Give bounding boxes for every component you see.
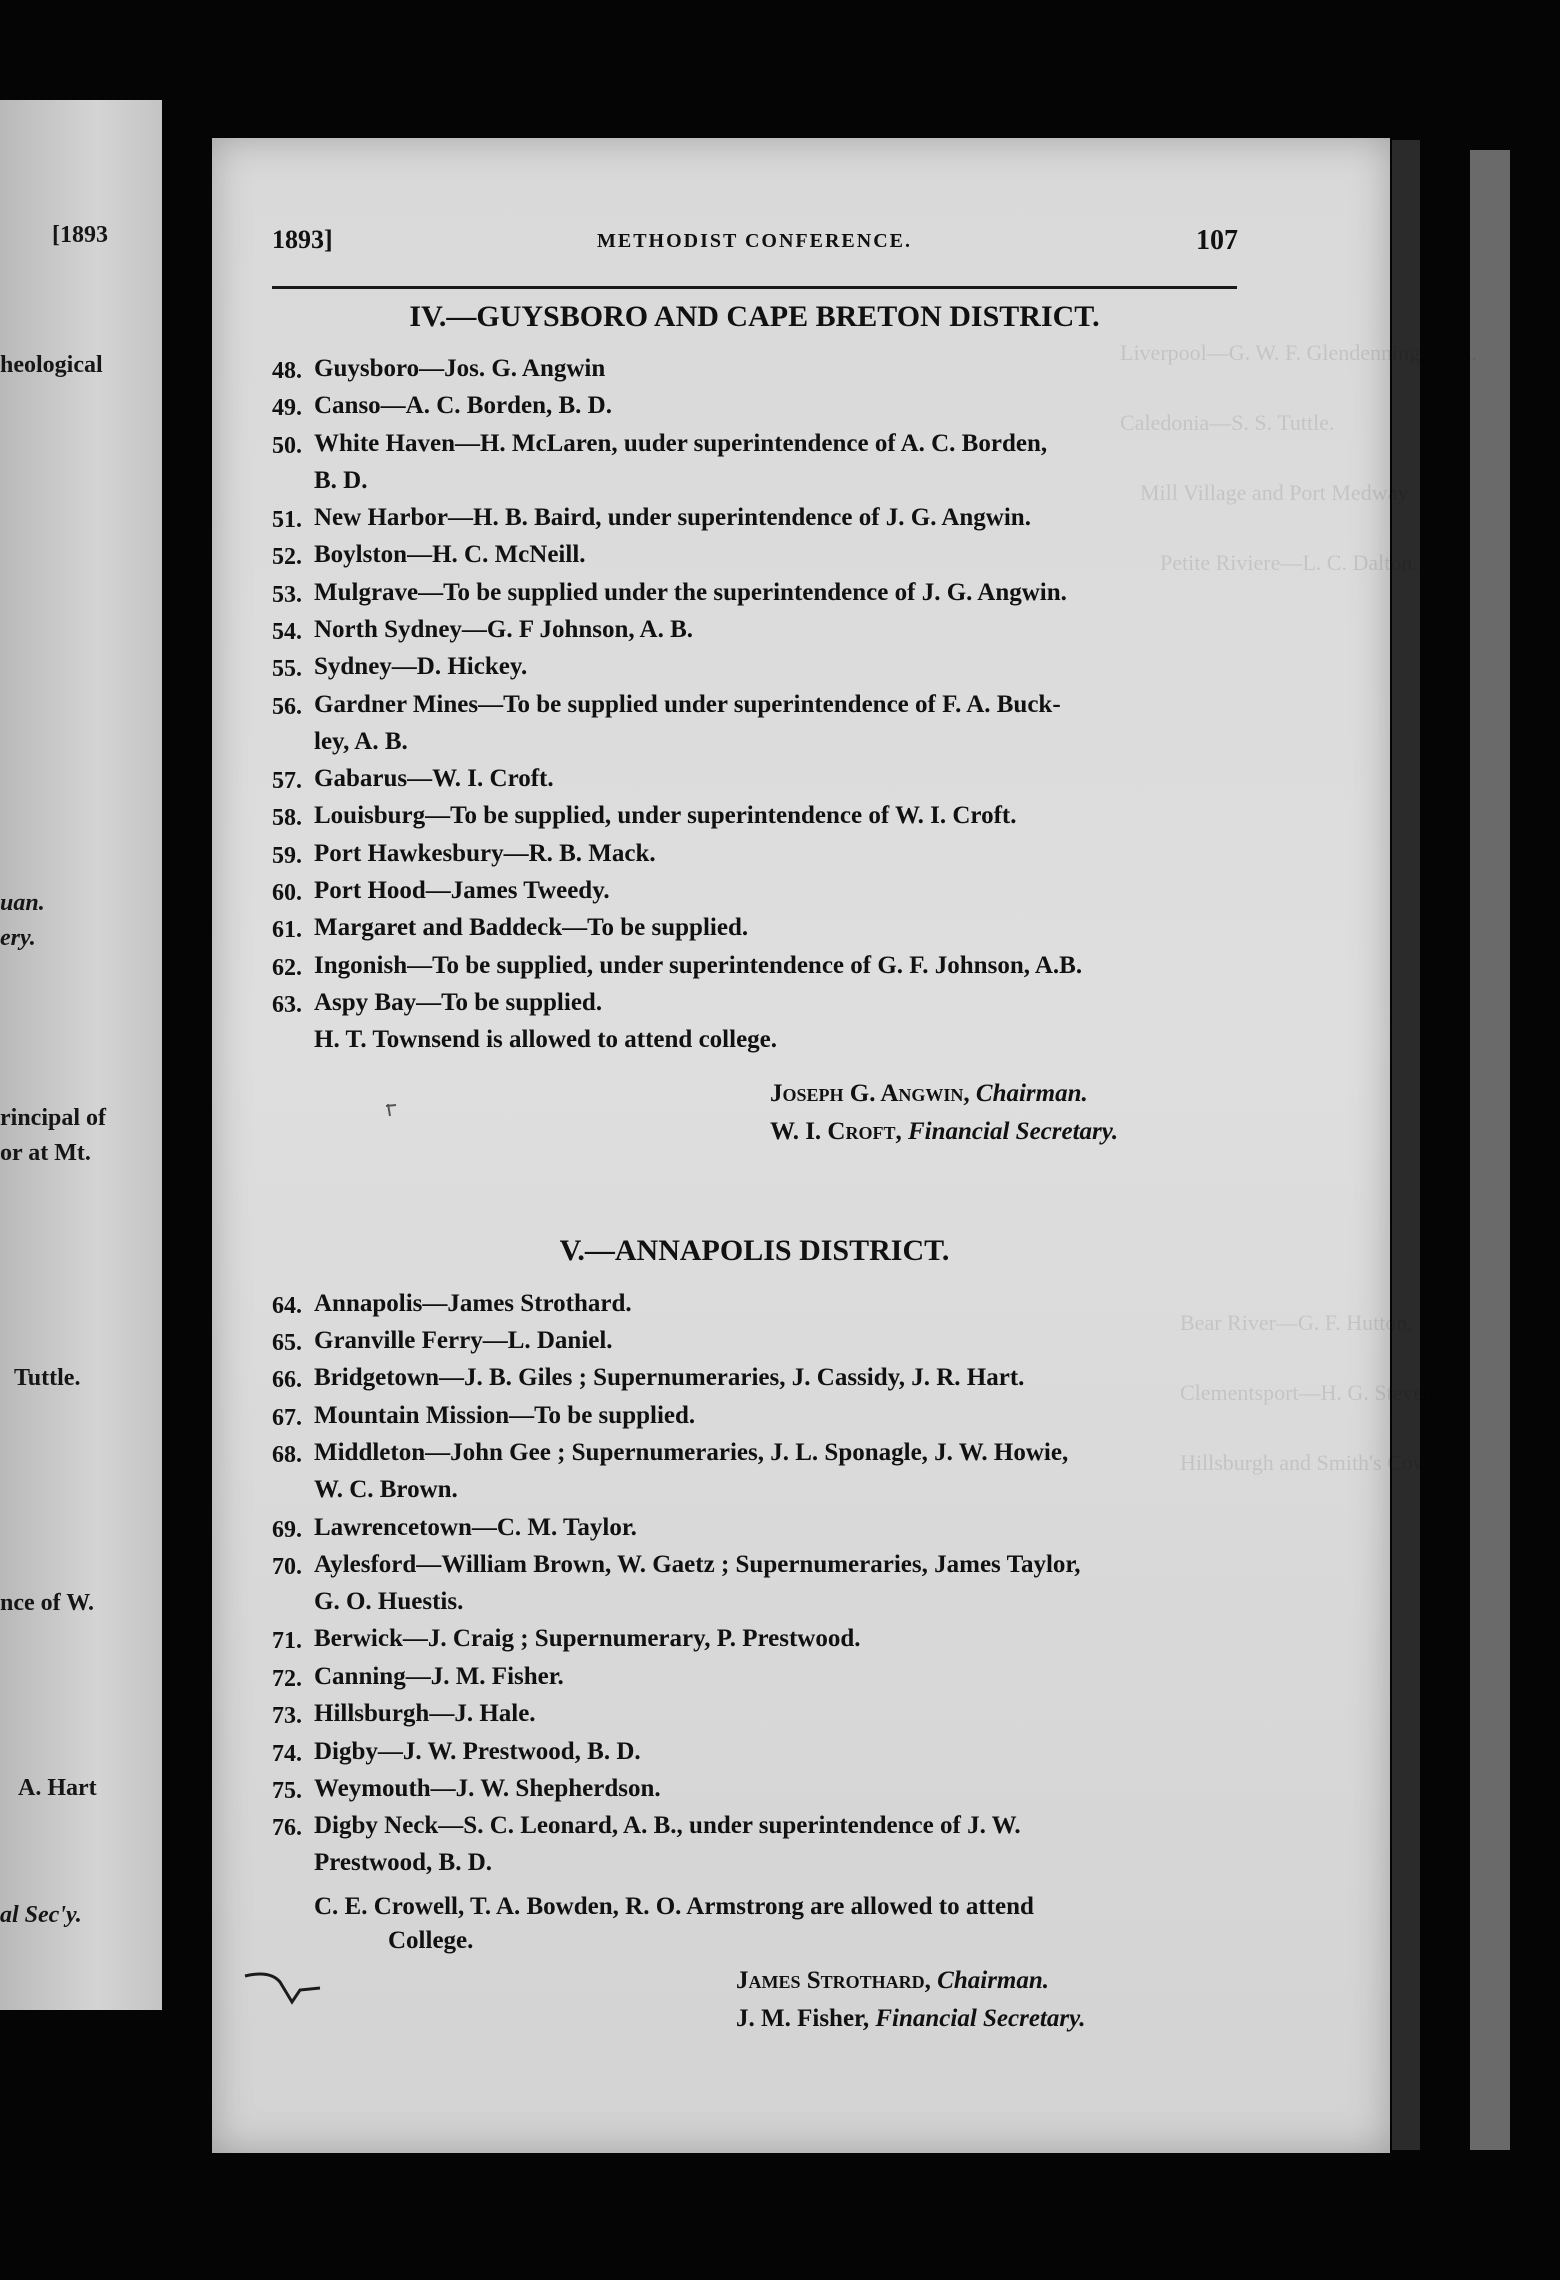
secretary-role: Financial Secretary. xyxy=(875,2005,1086,2032)
left-page-fragment: or at Mt. xyxy=(0,1140,91,1166)
circuit-entry-58 xyxy=(272,802,1237,839)
entry-text: Granville Ferry—L. Daniel. xyxy=(314,1327,613,1354)
district-v-heading: V.—ANNAPOLIS DISTRICT. xyxy=(559,1234,950,1267)
entry-number: 53. xyxy=(272,582,302,608)
header-rule xyxy=(272,286,1237,289)
district-v-chairman xyxy=(736,1967,1049,1995)
left-page-fragment: heological xyxy=(0,352,103,378)
circuit-entry-60 xyxy=(272,877,1237,914)
secretary-role: Financial Secretary. xyxy=(908,1118,1119,1145)
entry-number: 48. xyxy=(272,358,302,384)
header-year: 1893] xyxy=(272,225,333,254)
circuit-entry-52 xyxy=(272,541,1237,578)
entry-number: 76. xyxy=(272,1815,302,1841)
left-facing-page xyxy=(0,100,162,2010)
entry-number: 52. xyxy=(272,544,302,570)
entry-text: Mountain Mission—To be supplied. xyxy=(314,1402,696,1429)
chairman-name: James Strothard, xyxy=(736,1967,931,1994)
left-page-fragment: [1893 xyxy=(52,222,108,248)
entry-number: 75. xyxy=(272,1778,302,1804)
pencil-mark xyxy=(382,1100,406,1124)
circuit-entry-66 xyxy=(272,1364,1237,1401)
page-edge xyxy=(1392,140,1420,2150)
entry-text: Digby Neck—S. C. Leonard, A. B., under superintendence of J. W. xyxy=(314,1812,1021,1839)
chairman-role: Chairman. xyxy=(937,1967,1050,1994)
district-v-note-cont: College. xyxy=(388,1927,474,1954)
circuit-entry-76 xyxy=(272,1812,1237,1876)
entry-text: Louisburg—To be supplied, under superintendence of W. I. Croft. xyxy=(314,802,1017,829)
entry-text: Canso—A. C. Borden, B. D. xyxy=(314,392,612,419)
circuit-entry-51 xyxy=(272,504,1237,541)
left-page-fragment: al Sec'y. xyxy=(0,1902,82,1928)
entry-text: Annapolis—James Strothard. xyxy=(314,1290,632,1317)
entry-number: 49. xyxy=(272,395,302,421)
ink-mark xyxy=(240,1960,330,2020)
entry-text: Canning—J. M. Fisher. xyxy=(314,1663,564,1690)
left-page-fragment: Tuttle. xyxy=(14,1365,81,1391)
entry-text: New Harbor—H. B. Baird, under superintendence of J. G. Angwin. xyxy=(314,504,1031,531)
entry-text: Sydney—D. Hickey. xyxy=(314,653,528,680)
entry-number: 50. xyxy=(272,433,302,459)
district-iv-heading: IV.—GUYSBORO AND CAPE BRETON DISTRICT. xyxy=(409,300,1100,333)
district-v-note: C. E. Crowell, T. A. Bowden, R. O. Armstrong are allowed to attend xyxy=(314,1893,1034,1920)
circuit-entry-73 xyxy=(272,1700,1237,1737)
entry-number: 63. xyxy=(272,992,302,1018)
entry-text: Port Hawkesbury—R. B. Mack. xyxy=(314,840,656,867)
entry-number: 65. xyxy=(272,1330,302,1356)
circuit-entry-74 xyxy=(272,1738,1237,1775)
chairman-name: Joseph G. Angwin, xyxy=(770,1080,970,1107)
secretary-name: W. I. Croft, xyxy=(770,1118,902,1145)
entry-text: Aylesford—William Brown, W. Gaetz ; Supernumeraries, James Taylor, xyxy=(314,1551,1081,1578)
entry-text: Hillsburgh—J. Hale. xyxy=(314,1700,536,1727)
circuit-entry-48 xyxy=(272,355,1237,392)
circuit-entry-75 xyxy=(272,1775,1237,1812)
circuit-entry-65 xyxy=(272,1327,1237,1364)
entry-text: North Sydney—G. F Johnson, A. B. xyxy=(314,616,694,643)
entry-text: Bridgetown—J. B. Giles ; Supernumeraries, J. Cassidy, J. R. Hart. xyxy=(314,1364,1025,1391)
circuit-entry-63 xyxy=(272,989,1237,1026)
entry-continuation: G. O. Huestis. xyxy=(314,1588,464,1615)
left-page-fragment: A. Hart xyxy=(18,1775,97,1801)
circuit-entry-64 xyxy=(272,1290,1237,1327)
entry-number: 62. xyxy=(272,955,302,981)
entry-number: 57. xyxy=(272,768,302,794)
entry-text: Middleton—John Gee ; Supernumeraries, J. L. Sponagle, J. W. Howie, xyxy=(314,1439,1069,1466)
left-page-fragment: nce of W. xyxy=(0,1590,95,1616)
circuit-entry-70 xyxy=(272,1551,1237,1615)
circuit-entry-55 xyxy=(272,653,1237,690)
entry-number: 64. xyxy=(272,1293,302,1319)
entry-text: Berwick—J. Craig ; Supernumerary, P. Prestwood. xyxy=(314,1625,861,1652)
entry-continuation: ley, A. B. xyxy=(314,728,408,755)
entry-number: 67. xyxy=(272,1405,302,1431)
circuit-entry-50 xyxy=(272,430,1237,494)
district-iv-note: H. T. Townsend is allowed to attend college. xyxy=(314,1026,778,1053)
circuit-entry-49 xyxy=(272,392,1237,429)
entry-text: Boylston—H. C. McNeill. xyxy=(314,541,586,568)
circuit-entry-61 xyxy=(272,914,1237,951)
entry-text: Port Hood—James Tweedy. xyxy=(314,877,610,904)
entry-text: Guysboro—Jos. G. Angwin xyxy=(314,355,606,382)
circuit-entry-57 xyxy=(272,765,1237,802)
header-title: METHODIST CONFERENCE. xyxy=(596,230,912,252)
entry-continuation: B. D. xyxy=(314,467,368,494)
entry-text: Lawrencetown—C. M. Taylor. xyxy=(314,1514,637,1541)
entry-number: 58. xyxy=(272,805,302,831)
left-page-fragment: ery. xyxy=(0,925,36,951)
left-page-fragment: uan. xyxy=(0,890,45,916)
entry-number: 55. xyxy=(272,656,302,682)
circuit-entry-71 xyxy=(272,1625,1237,1662)
entry-number: 54. xyxy=(272,619,302,645)
entry-number: 72. xyxy=(272,1666,302,1692)
entry-text: White Haven—H. McLaren, uuder superintendence of A. C. Borden, xyxy=(314,430,1048,457)
circuit-entry-68 xyxy=(272,1439,1237,1503)
entry-number: 68. xyxy=(272,1442,302,1468)
entry-number: 70. xyxy=(272,1554,302,1580)
circuit-entry-69 xyxy=(272,1514,1237,1551)
entry-text: Gabarus—W. I. Croft. xyxy=(314,765,554,792)
circuit-entry-62 xyxy=(272,952,1237,989)
entry-number: 59. xyxy=(272,843,302,869)
circuit-entry-59 xyxy=(272,840,1237,877)
entry-continuation: W. C. Brown. xyxy=(314,1476,458,1503)
entry-text: Ingonish—To be supplied, under superintendence of G. F. Johnson, A.B. xyxy=(314,952,1083,979)
circuit-entry-72 xyxy=(272,1663,1237,1700)
bleed-through-text: B. A. xyxy=(1431,340,1477,365)
chairman-role: Chairman. xyxy=(975,1080,1088,1107)
page-edge xyxy=(1470,150,1510,2150)
entry-number: 61. xyxy=(272,917,302,943)
district-iv-secretary xyxy=(770,1118,1118,1146)
circuit-entry-67 xyxy=(272,1402,1237,1439)
circuit-entry-54 xyxy=(272,616,1237,653)
entry-continuation: Prestwood, B. D. xyxy=(314,1849,493,1876)
circuit-entry-53 xyxy=(272,579,1237,616)
page-number: 107 xyxy=(1196,225,1238,256)
entry-number: 60. xyxy=(272,880,302,906)
entry-number: 71. xyxy=(272,1628,302,1654)
entry-text: Mulgrave—To be supplied under the superintendence of J. G. Angwin. xyxy=(314,579,1067,606)
entry-number: 69. xyxy=(272,1517,302,1543)
entry-text: Aspy Bay—To be supplied. xyxy=(314,989,603,1016)
circuit-entry-56 xyxy=(272,691,1237,755)
entry-text: Margaret and Baddeck—To be supplied. xyxy=(314,914,749,941)
entry-number: 74. xyxy=(272,1741,302,1767)
left-page-fragment: rincipal of xyxy=(0,1105,106,1131)
entry-number: 66. xyxy=(272,1367,302,1393)
entry-text: Weymouth—J. W. Shepherdson. xyxy=(314,1775,661,1802)
entry-number: 51. xyxy=(272,507,302,533)
entry-text: Gardner Mines—To be supplied under superintendence of F. A. Buck- xyxy=(314,691,1061,718)
entry-number: 73. xyxy=(272,1703,302,1729)
district-v-secretary xyxy=(736,2005,1086,2033)
entry-text: Digby—J. W. Prestwood, B. D. xyxy=(314,1738,641,1765)
district-iv-chairman xyxy=(770,1080,1088,1108)
secretary-name: J. M. Fisher, xyxy=(736,2005,870,2032)
entry-number: 56. xyxy=(272,694,302,720)
